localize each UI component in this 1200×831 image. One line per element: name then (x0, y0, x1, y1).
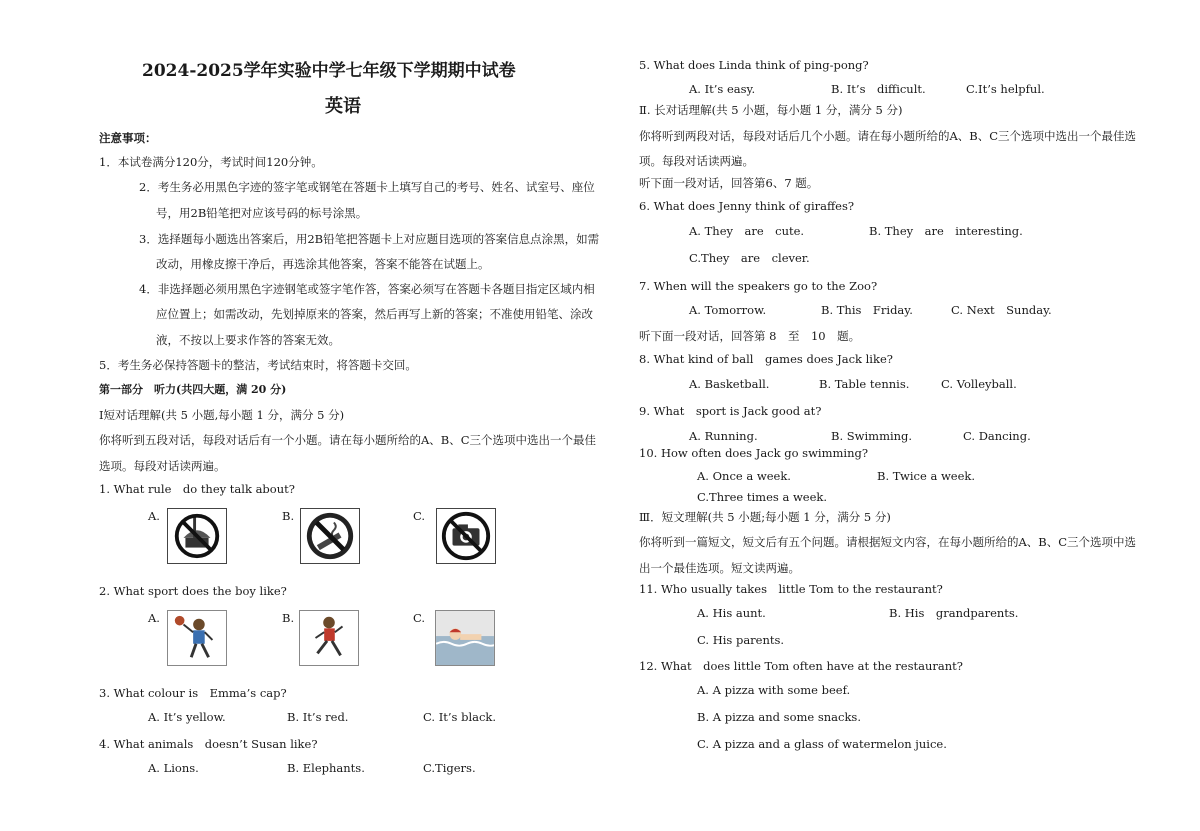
note-line: 3．选择题每小题选出答案后，用2B铅笔把答题卡上对应题目选项的答案信息点涂黑，如需 (139, 232, 600, 246)
section1-instruction: 选项。每段对话读两遍。 (99, 459, 226, 473)
section3-instruction: 你将听到一篇短文，短文后有五个问题。请根据短文内容，在每小题所给的A、B、C三个选项中选 (639, 535, 1137, 549)
q7-option-a[interactable]: A. Tomorrow. (689, 303, 767, 317)
q12-option-a[interactable]: A. A pizza with some beef. (697, 683, 851, 697)
section2-instruction: 你将听到两段对话，每段对话后几个小题。请在每小题所给的A、B、C三个选项中选出一个最佳选 (639, 129, 1137, 143)
q9-option-c[interactable]: C. Dancing. (963, 429, 1031, 443)
question-6: 6. What does Jenny think of giraffes? (639, 199, 855, 213)
q2-option-b[interactable]: B. (282, 611, 295, 625)
q7-option-c[interactable]: C. Next Sunday. (951, 303, 1052, 317)
question-7: 7. When will the speakers go to the Zoo? (639, 279, 878, 293)
q6-option-c[interactable]: C.They are clever. (689, 251, 810, 265)
q8-option-a[interactable]: A. Basketball. (689, 377, 770, 391)
note-line: 液，不按以上要求作答的答案无效。 (156, 333, 340, 347)
q6-option-b[interactable]: B. They are interesting. (869, 224, 1023, 238)
section3-title: Ⅲ．短文理解(共 5 小题;每小题 1 分，满分 5 分) (639, 510, 891, 524)
q1-option-a[interactable]: A. (148, 509, 160, 523)
note-line: 4．非选择题必须用黑色字迹钢笔或签字笔作答，答案必须写在答题卡各题目指定区域内相 (139, 282, 595, 296)
question-2: 2. What sport does the boy like? (99, 584, 287, 598)
q5-option-b[interactable]: B. It’s difficult. (831, 82, 926, 96)
q12-option-b[interactable]: B. A pizza and some snacks. (697, 710, 861, 724)
question-4: 4. What animals doesn’t Susan like? (99, 737, 318, 751)
subject-title: 英语 (325, 96, 361, 117)
note-line: 5．考生务必保持答题卡的整洁，考试结束时，将答题卡交回。 (99, 358, 417, 372)
question-1: 1. What rule do they talk about? (99, 482, 295, 496)
q10-option-b[interactable]: B. Twice a week. (877, 469, 976, 483)
note-line: 1．本试卷满分120分，考试时间120分钟。 (99, 155, 323, 169)
section2-instruction: 项。每段对话读两遍。 (639, 154, 754, 168)
q3-option-b[interactable]: B. It’s red. (287, 710, 349, 724)
q2-option-c[interactable]: C. (413, 611, 426, 625)
q6-option-a[interactable]: A. They are cute. (689, 224, 805, 238)
section3-instruction: 出一个最佳选项。短文读两遍。 (639, 561, 800, 575)
notes-heading: 注意事项： (99, 131, 157, 145)
q1-option-b[interactable]: B. (282, 509, 295, 523)
no-eating-icon (167, 508, 227, 564)
no-smoking-icon (300, 508, 360, 564)
question-12: 12. What does little Tom often have at the restaurant? (639, 659, 963, 673)
question-11: 11. Who usually takes little Tom to the restaurant? (639, 582, 943, 596)
q11-option-a[interactable]: A. His aunt. (697, 606, 766, 620)
q8-option-c[interactable]: C. Volleyball. (941, 377, 1017, 391)
q4-option-a[interactable]: A. Lions. (148, 761, 199, 775)
question-5: 5. What does Linda think of ping-pong? (639, 58, 869, 72)
q7-option-b[interactable]: B. This Friday. (821, 303, 913, 317)
q10-option-a[interactable]: A. Once a week. (697, 469, 791, 483)
section2-title: Ⅱ. 长对话理解(共 5 小题，每小题 1 分，满分 5 分) (639, 103, 903, 117)
q4-option-b[interactable]: B. Elephants. (287, 761, 365, 775)
note-line: 应位置上；如需改动，先划掉原来的答案，然后再写上新的答案；不准使用铅笔、涂改 (156, 307, 593, 321)
q9-option-a[interactable]: A. Running. (689, 429, 758, 443)
q1-option-c[interactable]: C. (413, 509, 426, 523)
exam-title: 2024-2025学年实验中学七年级下学期期中试卷 (142, 61, 516, 81)
swimmer-icon (435, 610, 495, 666)
question-9: 9. What sport is Jack good at? (639, 404, 822, 418)
q10-option-c[interactable]: C.Three times a week. (697, 490, 828, 504)
q3-option-c[interactable]: C. It’s black. (423, 710, 497, 724)
q11-option-b[interactable]: B. His grandparents. (889, 606, 1019, 620)
q2-option-a[interactable]: A. (148, 611, 160, 625)
listen-instruction: 听下面一段对话，回答第 8 至 10 题。 (639, 329, 861, 343)
q9-option-b[interactable]: B. Swimming. (831, 429, 913, 443)
question-10: 10. How often does Jack go swimming? (639, 446, 869, 460)
runner-icon (299, 610, 359, 666)
basketball-player-icon (167, 610, 227, 666)
part1-heading: 第一部分 听力(共四大题，满 20 分) (99, 383, 287, 396)
note-line: 改动，用橡皮擦干净后，再选涂其他答案，答案不能答在试题上。 (156, 257, 490, 271)
q5-option-c[interactable]: C.It’s helpful. (966, 82, 1045, 96)
q3-option-a[interactable]: A. It’s yellow. (148, 710, 226, 724)
q12-option-c[interactable]: C. A pizza and a glass of watermelon juice. (697, 737, 947, 751)
question-8: 8. What kind of ball games does Jack like? (639, 352, 893, 366)
q11-option-c[interactable]: C. His parents. (697, 633, 785, 647)
section1-instruction: 你将听到五段对话，每段对话后有一个小题。请在每小题所给的A、B、C三个选项中选出一个最佳 (99, 433, 597, 447)
no-photography-icon (436, 508, 496, 564)
question-3: 3. What colour is Emma’s cap? (99, 686, 287, 700)
note-line: 号，用2B铅笔把对应该号码的标号涂黑。 (156, 206, 368, 220)
q5-option-a[interactable]: A. It’s easy. (689, 82, 756, 96)
listen-instruction: 听下面一段对话，回答第6、7 题。 (639, 176, 819, 190)
section1-title: Ⅰ短对话理解(共 5 小题,每小题 1 分，满分 5 分) (99, 408, 345, 422)
note-line: 2．考生务必用黑色字迹的签字笔或钢笔在答题卡上填写自己的考号、姓名、试室号、座位 (139, 180, 595, 194)
q8-option-b[interactable]: B. Table tennis. (819, 377, 910, 391)
q4-option-c[interactable]: C.Tigers. (423, 761, 476, 775)
